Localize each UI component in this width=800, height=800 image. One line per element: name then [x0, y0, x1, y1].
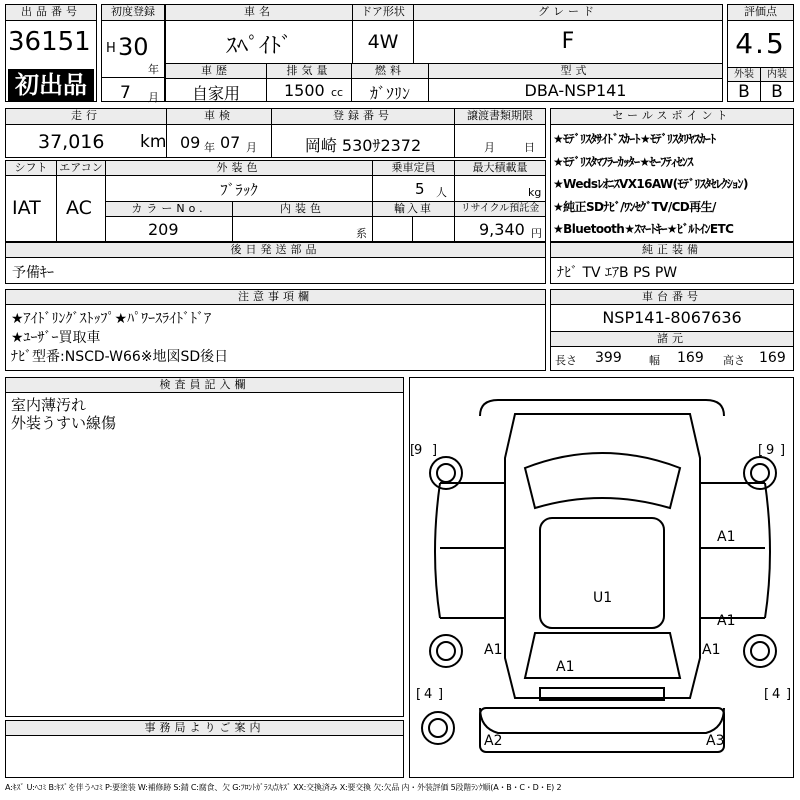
rear-panel-outline — [480, 708, 724, 752]
shift-value: IAT — [12, 197, 41, 219]
fuel-header: 燃料 — [352, 64, 428, 79]
recycle-unit: 円 — [531, 227, 542, 240]
svg-text:]: ] — [786, 687, 792, 702]
inspector-notes — [11, 396, 116, 432]
first-listing-badge: 初出品 — [8, 69, 94, 101]
lot-number-header: 出品番号 — [6, 5, 96, 21]
note-line: ★ｱｲﾄﾞﾘﾝｸﾞｽﾄｯﾌﾟ★ﾊﾟﾜｰｽﾗｲﾄﾞﾄﾞｱ — [11, 311, 212, 327]
mileage-unit: km — [140, 132, 167, 152]
office-box — [5, 720, 404, 778]
transfer-deadline-header: 譲渡書類期限 — [455, 109, 545, 125]
car-diagram — [410, 378, 793, 777]
front-left-hub — [437, 464, 455, 482]
model-value: DBA-NSP141 — [524, 81, 627, 100]
front-left-wheel — [430, 457, 462, 489]
height-value: 169 — [759, 350, 786, 366]
tread-mark-front-left: 9 — [414, 443, 423, 458]
sales-points-list — [553, 128, 748, 241]
notes-box — [5, 289, 546, 371]
score-box — [727, 4, 794, 102]
exterior-score-value: B — [738, 82, 750, 102]
car-name-value: ｽﾍﾟｲﾄﾞ — [225, 34, 292, 59]
registration-header: 登録番号 — [272, 109, 454, 125]
lot-number-box — [5, 4, 97, 102]
mileage-box — [5, 108, 546, 158]
interior-score-value: B — [771, 82, 783, 102]
damage-code-rear-window: A1 — [556, 659, 575, 675]
chassis-value: NSP141-8067636 — [602, 308, 742, 327]
svg-text:[: [ — [758, 443, 764, 458]
score-header: 評価点 — [728, 5, 793, 21]
front-right-hub — [751, 464, 769, 482]
svg-text:]: ] — [780, 443, 786, 458]
first-registration-box — [101, 4, 165, 102]
damage-code-right-rear-door: A1 — [717, 613, 736, 629]
svg-text:[: [ — [764, 687, 770, 702]
displacement-unit: cc — [331, 86, 344, 99]
interior-color-header: 内装色 — [233, 202, 372, 217]
length-label: 長さ — [555, 354, 577, 367]
later-parts-box — [5, 242, 546, 284]
aircon-header: エアコン — [57, 161, 105, 176]
car-name-header: 車名 — [166, 5, 352, 21]
aircon-value: AC — [66, 197, 92, 219]
damage-code-right-rear-wheel: A1 — [702, 642, 721, 658]
inspector-header: 検査員記入欄 — [6, 378, 403, 393]
inspector-box — [5, 377, 404, 717]
chassis-box — [550, 289, 794, 371]
grade-value: F — [561, 29, 575, 54]
registration-value: 岡崎 530ｻ2372 — [304, 136, 422, 155]
capacity-value: 5 — [415, 180, 425, 198]
width-value: 169 — [677, 350, 704, 366]
damage-code-rear-right: A3 — [706, 733, 725, 749]
sales-point-line: ★純正SDﾅﾋﾞ/ﾜﾝｾｸﾞTV/CD再生/ — [553, 199, 716, 214]
transfer-month-unit: 月 — [484, 141, 495, 154]
tread-mark-rear-left: 4 — [424, 687, 433, 702]
right-side-outline — [765, 483, 770, 618]
score-value: 4.5 — [735, 27, 786, 60]
right-door-lines — [700, 483, 765, 618]
genuine-equipment-value: ﾅﾋﾞ TV ｴｱB PS PW — [557, 265, 678, 281]
height-label: 高さ — [723, 354, 745, 367]
windshield-outline — [525, 453, 680, 508]
rear-right-wheel — [744, 635, 776, 667]
sales-points-header: セールスポイント — [551, 109, 793, 125]
damage-code-right-front-door: A1 — [717, 529, 736, 545]
tread-mark-front-right: 9 — [766, 443, 775, 458]
rear-bumper-outline — [480, 708, 724, 733]
width-label: 幅 — [649, 354, 660, 367]
left-side-outline — [435, 483, 440, 618]
spare-wheel — [422, 712, 454, 744]
first-registration-header: 初度登録 — [102, 5, 164, 21]
later-parts-header: 後日発送部品 — [6, 243, 545, 258]
exterior-color-header: 外装色 — [106, 161, 372, 176]
sales-point-line: ★Bluetooth★ｽﾏｰﾄｷｰ★ﾋﾞﾙﾄｲﾝETC — [553, 222, 734, 236]
max-load-header: 最大積載量 — [455, 161, 545, 176]
inspector-note-line: 室内薄汚れ — [11, 396, 87, 414]
legend-text: A:ｷｽﾞ U:ﾍｺﾐ B:ｷｽﾞを伴うﾍｺﾐ P:要塗装 W:補修跡 S:錆 C:腐食、欠 G:ﾌﾛﾝﾄｶﾞﾗｽ点ｷｽﾞ XX:交換済み X:要交換 欠:欠品 内・外装評価 5段階ﾗﾝｸ順(A・B・C・D・E) 2 — [5, 783, 562, 792]
fuel-value: ｶﾞｿﾘﾝ — [369, 84, 410, 103]
damage-code-rear-left: A2 — [484, 733, 503, 749]
inspection-month-unit: 月 — [246, 141, 257, 154]
transfer-day-unit: 日 — [524, 141, 535, 154]
note-line: ★ﾕｰｻﾞｰ買取車 — [11, 330, 101, 346]
color-number-header: カラーNo. — [106, 202, 232, 217]
rear-left-wheel — [430, 635, 462, 667]
displacement-header: 排気量 — [267, 64, 351, 79]
exterior-color-value: ﾌﾞﾗｯｸ — [220, 181, 258, 199]
damage-code-left-rear-wheel: A1 — [484, 642, 503, 658]
door-header: ドア形状 — [353, 5, 413, 21]
year-unit: 年 — [148, 63, 159, 76]
spec-box — [5, 160, 546, 242]
note-line: ﾅﾋﾞ型番:NSCD-W66※地図SD後日 — [11, 349, 229, 365]
notes-list — [11, 310, 228, 367]
grade-header: グレード — [414, 5, 722, 21]
roof-outline — [540, 518, 664, 628]
month-unit: 月 — [148, 91, 159, 104]
sales-point-line: ★WedsﾚｵﾆｽVX16AW(ﾓﾃﾞﾘｽﾀｾﾚｸｼｮﾝ) — [553, 177, 748, 191]
capacity-header: 乗車定員 — [373, 161, 454, 176]
inspector-note-line: 外装うすい線傷 — [11, 414, 117, 432]
svg-text:[: [ — [410, 443, 416, 458]
damage-code-roof: U1 — [593, 590, 613, 606]
dimensions-header: 諸元 — [551, 332, 793, 347]
front-right-wheel — [744, 457, 776, 489]
first-registration-era: H — [106, 41, 116, 56]
capacity-unit: 人 — [436, 186, 447, 199]
chassis-header: 車台番号 — [551, 290, 793, 305]
recycle-value: 9,340 — [479, 220, 525, 239]
color-number-value: 209 — [148, 220, 179, 239]
rear-right-hub — [751, 642, 769, 660]
spare-wheel-hub — [429, 719, 447, 737]
inspection-year: 09 — [180, 133, 201, 152]
body-outline — [505, 414, 700, 698]
car-info-box — [165, 4, 723, 102]
sales-points-box — [550, 108, 794, 242]
office-header: 事務局よりご案内 — [6, 721, 403, 736]
history-value: 自家用 — [191, 84, 240, 103]
import-header: 輸入車 — [373, 202, 454, 217]
rear-left-hub — [437, 642, 455, 660]
interior-score-header: 内装 — [761, 68, 793, 82]
svg-text:[: [ — [416, 687, 422, 702]
shift-header: シフト — [6, 161, 56, 176]
first-registration-year: 30 — [118, 33, 149, 61]
first-registration-month: 7 — [120, 83, 131, 103]
later-parts-value: 予備ｷｰ — [12, 265, 54, 281]
inspection-year-unit: 年 — [204, 141, 215, 154]
lot-number-value: 36151 — [8, 27, 91, 57]
svg-text:]: ] — [432, 443, 438, 458]
displacement-value: 1500 — [284, 81, 325, 100]
genuine-equipment-header: 純正装備 — [551, 243, 793, 258]
inspection-month: 07 — [220, 133, 241, 152]
length-value: 399 — [595, 350, 622, 366]
mileage-value: 37,016 — [38, 131, 105, 153]
sales-point-line: ★ﾓﾃﾞﾘｽﾀﾏﾌﾗｰｶｯﾀｰ★ｾｰﾌﾃｨｾﾝｽ — [553, 154, 693, 169]
svg-text:]: ] — [438, 687, 444, 702]
recycle-header: リサイクル預託金 — [455, 202, 545, 217]
interior-color-suffix: 系 — [356, 227, 367, 240]
model-header: 型式 — [429, 64, 722, 79]
notes-header: 注意事項欄 — [6, 290, 545, 305]
left-door-lines — [440, 483, 505, 618]
inspection-header: 車検 — [167, 109, 271, 125]
tread-mark-rear-right: 4 — [772, 687, 781, 702]
max-load-unit: kg — [528, 186, 542, 199]
genuine-equipment-box — [550, 242, 794, 284]
damage-diagram-box — [409, 377, 794, 778]
mileage-header: 走行 — [6, 109, 166, 125]
sales-point-line: ★ﾓﾃﾞﾘｽﾀｻｲﾄﾞｽｶｰﾄ★ﾓﾃﾞﾘｽﾀﾘﾔｽｶｰﾄ — [553, 132, 716, 146]
rear-window-outline — [525, 633, 680, 678]
door-value: 4W — [367, 31, 399, 53]
exterior-score-header: 外装 — [728, 68, 760, 82]
history-header: 車歴 — [166, 64, 266, 79]
